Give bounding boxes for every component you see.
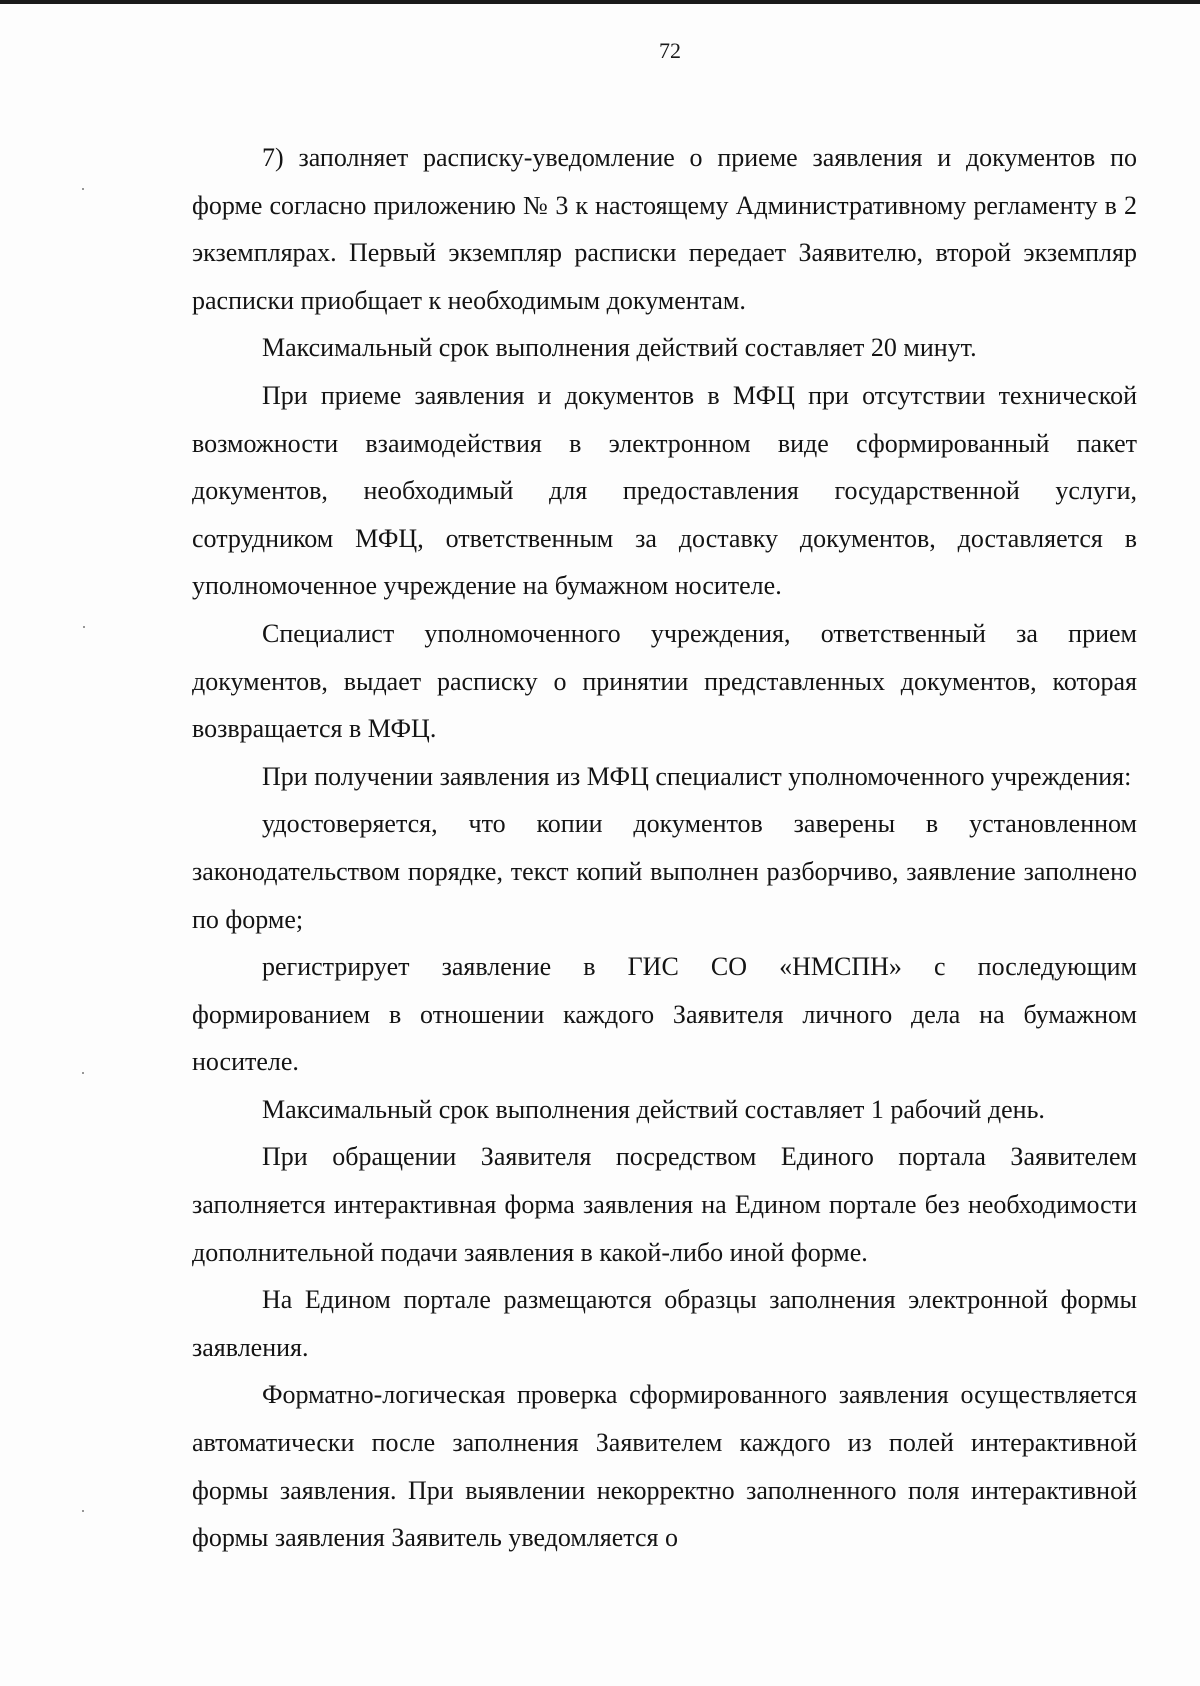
page-number: 72 bbox=[659, 38, 681, 63]
paragraph: регистрирует заявление в ГИС СО «НМСПН» с последующим формированием в отношении каждого Заявителя личного дела на бумажном носителе. bbox=[192, 952, 1137, 1077]
paragraph: На Едином портале размещаются образцы заполнения электронной формы заявления. bbox=[192, 1285, 1137, 1362]
paragraph: удостоверяется, что копии документов заверены в установленном законодательством порядке, текст копий выполнен разборчиво, заявление заполнено по форме; bbox=[192, 809, 1137, 934]
paragraph: Специалист уполномоченного учреждения, ответственный за прием документов, выдает расписку о принятии представленных документов, которая возвращается в МФЦ. bbox=[192, 618, 1137, 744]
paragraph: При получении заявления из МФЦ специалист уполномоченного учреждения: bbox=[262, 761, 1132, 791]
paragraph: При обращении Заявителя посредством Единого портала Заявителем заполняется интерактивная форма заявления на Едином портале без необходимости дополнительной подачи заявления в какой-либо иной форме. bbox=[192, 1142, 1137, 1267]
scan-speck bbox=[82, 188, 84, 190]
paragraph: При приеме заявления и документов в МФЦ при отсутствии технической возможности взаимодействия в электронном виде сформированный пакет документов, необходимый для предоставления государственной услуги, сотрудником МФЦ, ответственным за доставку документов, доставляется в уполномоченное учреждение на бумажном носителе. bbox=[192, 380, 1137, 601]
document-body bbox=[192, 134, 1137, 1562]
scan-top-edge bbox=[0, 0, 1200, 4]
paragraph: Форматно-логическая проверка сформированного заявления осуществляется автоматически после заполнения Заявителем каждого из полей интерактивной формы заявления. При выявлении некорректно заполненного поля интерактивной формы заявления Заявитель уведомляется о bbox=[192, 1380, 1137, 1553]
scan-speck bbox=[82, 1510, 84, 1512]
scan-speck bbox=[82, 1072, 84, 1074]
scan-speck bbox=[83, 626, 85, 628]
paragraph: 7) заполняет расписку-уведомление о приеме заявления и документов по форме согласно приложению № 3 к настоящему Административному регламенту в 2 экземплярах. Первый экземпляр расписки передает Заявителю, второй экземпляр расписки приобщает к необходимым документам. bbox=[192, 143, 1137, 315]
paragraph: Максимальный срок выполнения действий составляет 1 рабочий день. bbox=[262, 1094, 1045, 1124]
paragraph: Максимальный срок выполнения действий составляет 20 минут. bbox=[262, 333, 977, 363]
